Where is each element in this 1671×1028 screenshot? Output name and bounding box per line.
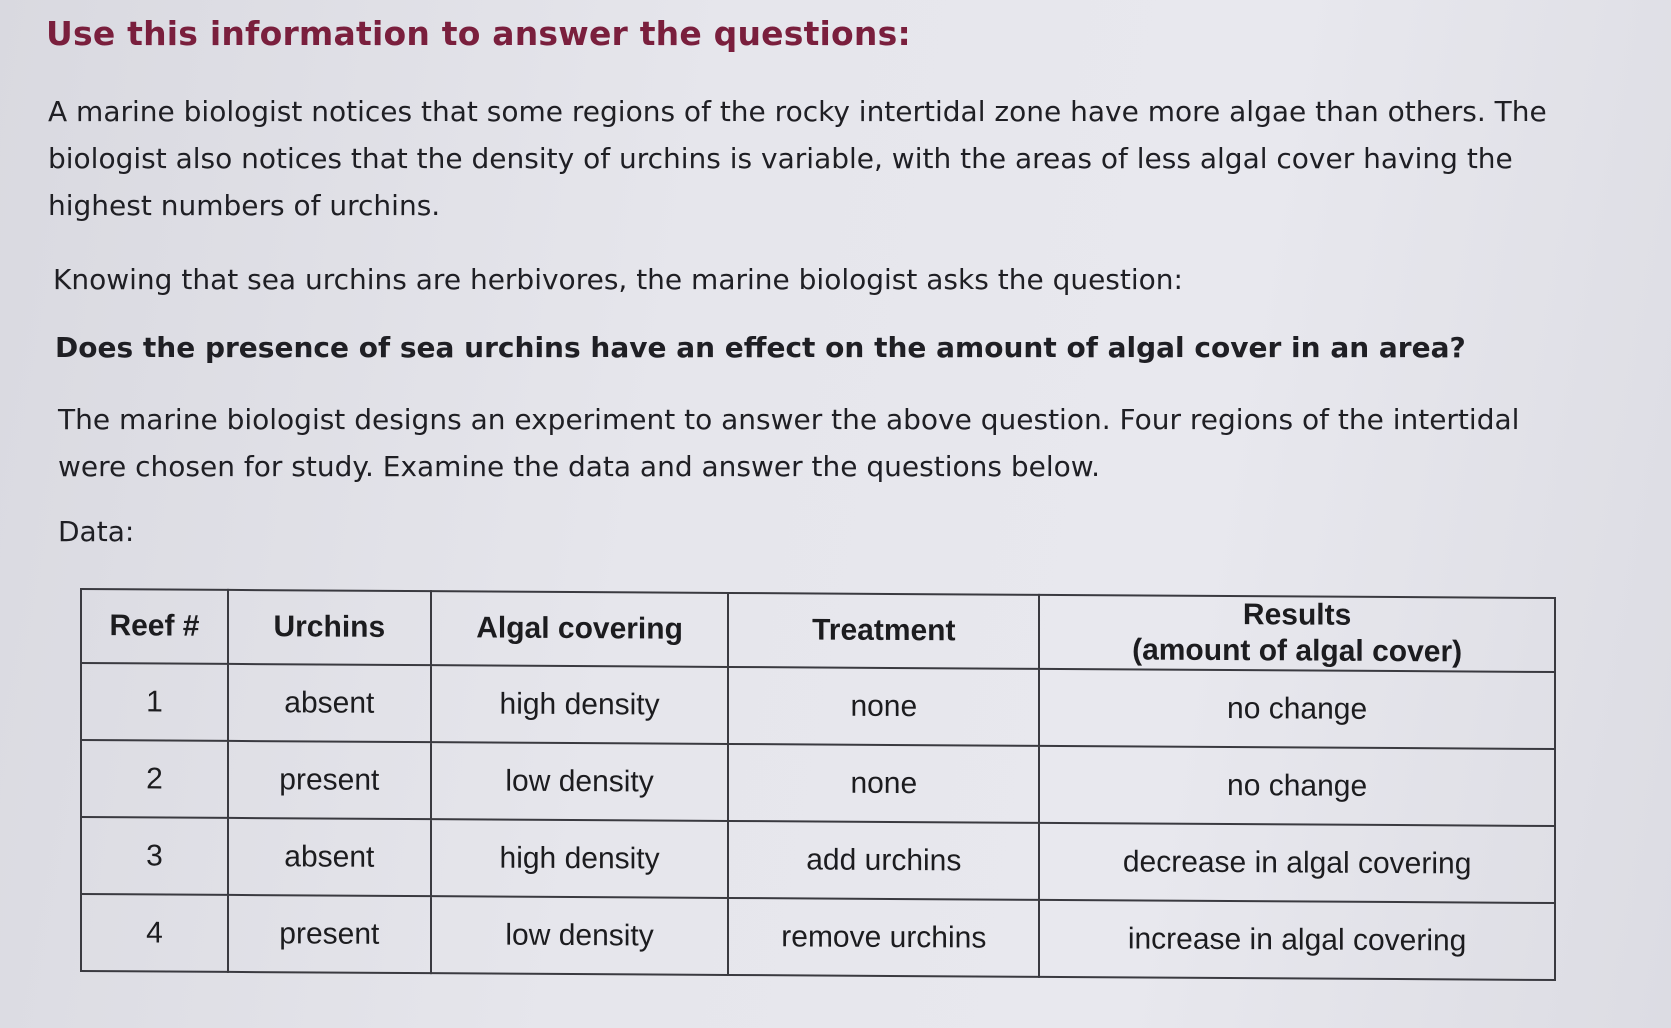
cell-treatment: none — [728, 744, 1039, 823]
cell-algal-covering: high density — [431, 819, 729, 898]
design-paragraph: The marine biologist designs an experiment to answer the above question. Four regions of the intertidal were chosen for study. Examine the data and answer the questions below. — [58, 403, 1520, 483]
knowing-paragraph: Knowing that sea urchins are herbivores, the marine biologist asks the question: — [53, 263, 1183, 296]
cell-reef: 2 — [81, 740, 228, 818]
cell-reef: 4 — [81, 894, 228, 972]
table-row — [81, 817, 1555, 903]
cell-treatment: remove urchins — [728, 898, 1039, 977]
research-question: Does the presence of sea urchins have an effect on the amount of algal cover in an area? — [55, 331, 1466, 364]
cell-urchins: present — [228, 741, 431, 819]
cell-urchins: present — [228, 895, 431, 973]
table-row — [81, 894, 1555, 980]
cell-results: decrease in algal covering — [1039, 823, 1555, 903]
table-row — [81, 740, 1555, 826]
header-results-line1: Results — [1242, 598, 1352, 632]
intro-paragraph: A marine biologist notices that some regions of the rocky intertidal zone have more algae than others. The biologist also notices that the density of urchins is variable, with the areas of less algal cover having the highest numbers of urchins. — [48, 95, 1547, 222]
header-algal-covering: Algal covering — [431, 591, 729, 667]
cell-reef: 1 — [81, 663, 228, 741]
cell-treatment: add urchins — [728, 821, 1039, 900]
cell-urchins: absent — [228, 818, 431, 896]
header-treatment: Treatment — [728, 593, 1039, 669]
cell-results: no change — [1039, 669, 1555, 749]
cell-algal-covering: high density — [431, 665, 729, 744]
cell-results: increase in algal covering — [1039, 900, 1555, 980]
header-results-line2: (amount of algal cover) — [1132, 633, 1463, 669]
cell-urchins: absent — [228, 664, 431, 742]
header-urchins: Urchins — [228, 590, 431, 665]
header-results — [1039, 595, 1555, 672]
cell-treatment: none — [728, 667, 1039, 746]
cell-results: no change — [1039, 746, 1555, 826]
data-label: Data: — [58, 515, 135, 548]
data-table — [80, 588, 1556, 981]
cell-algal-covering: low density — [431, 896, 729, 975]
table-row — [81, 663, 1555, 749]
header-reef: Reef # — [81, 589, 228, 664]
table-header-row — [81, 589, 1555, 672]
page-title: Use this information to answer the questions: — [46, 14, 911, 53]
cell-algal-covering: low density — [431, 742, 729, 821]
cell-reef: 3 — [81, 817, 228, 895]
